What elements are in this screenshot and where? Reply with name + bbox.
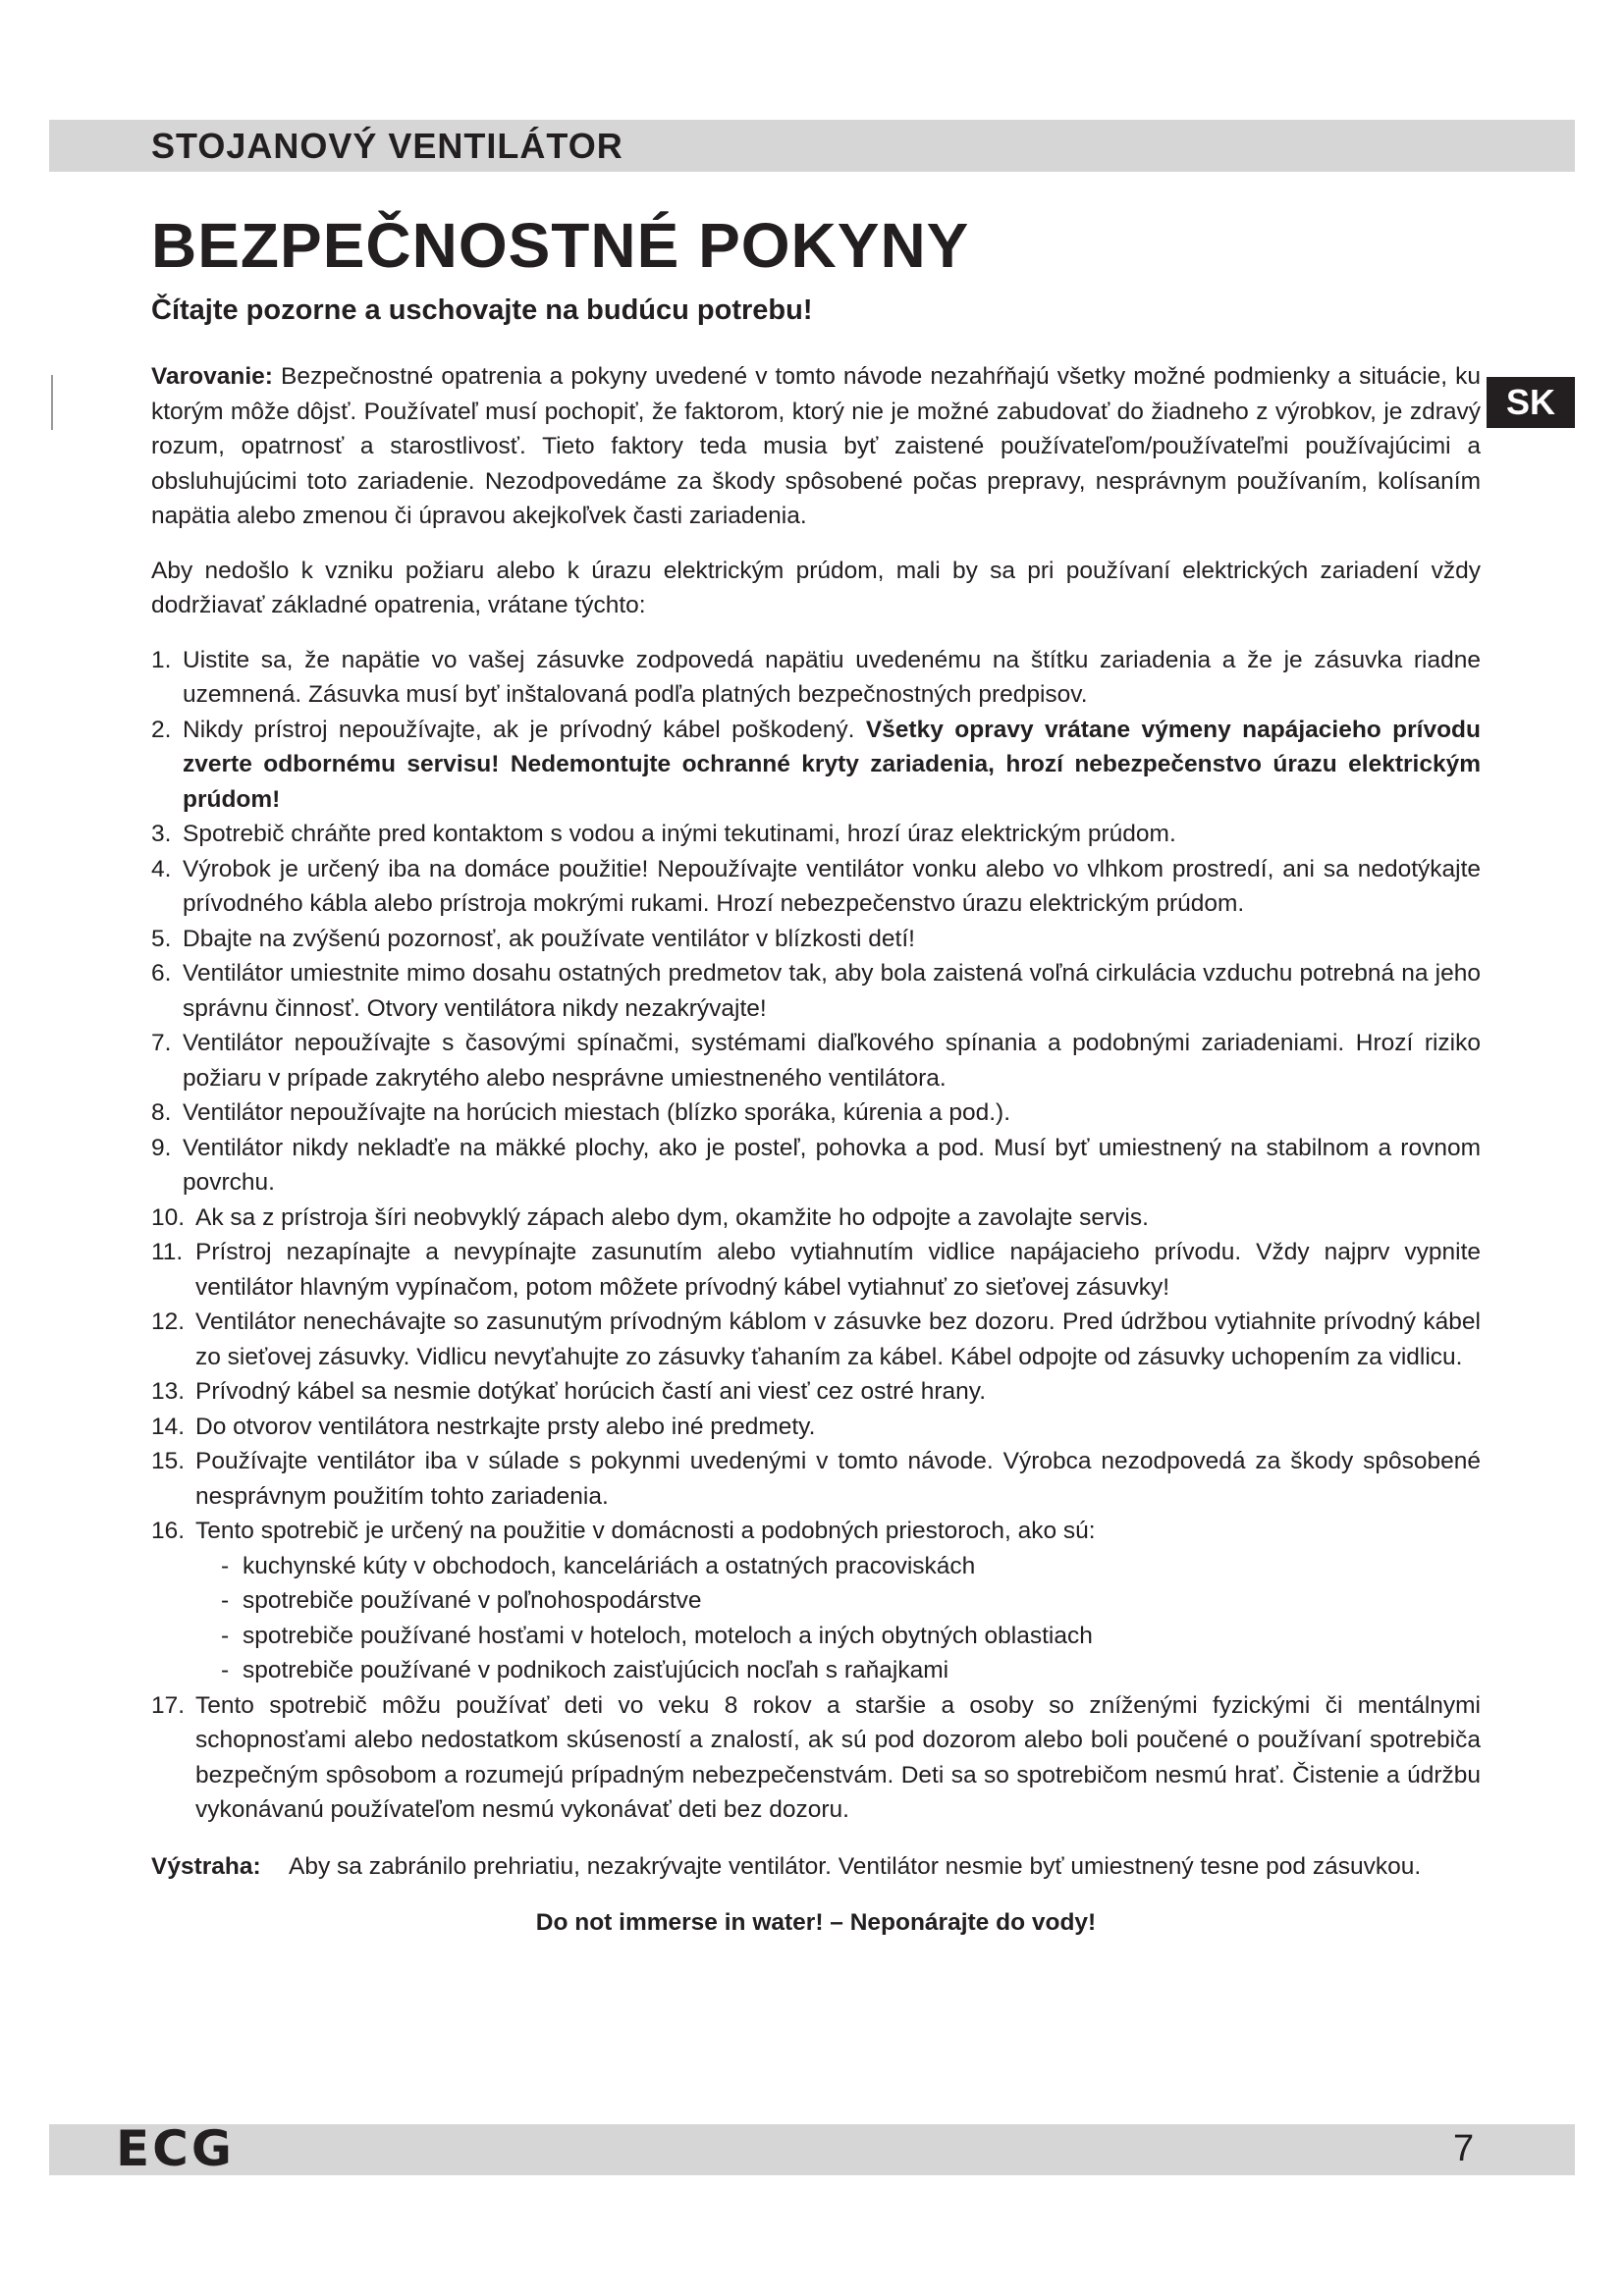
item-number: 13. [151,1378,186,1405]
item-text: Tento spotrebič môžu používať deti vo veku 8 rokov a staršie a osoby so zníženými fyzickými či mentálnymi schopnosťami alebo nedostatkom skúseností a znalostí, ak sú pod dozorom alebo boli poučené o používaní spotrebiča bezpečným spôsobom a rozumejú prípadným nebezpečenstvám. Deti sa so spotrebičom nesmú hrať. Čistenie a údržbu vykonávanú používateľom nesmú vykonávať deti bez dozoru. [195,1691,1481,1823]
item-text: Spotrebič chráňte pred kontaktom s vodou a inými tekutinami, hrozí úraz elektrickým prúdom. [183,821,1176,847]
item-text: Do otvorov ventilátora nestrkajte prsty alebo iné predmety. [195,1413,816,1440]
language-tag: SK [1487,377,1575,428]
page-number: 7 [1453,2128,1475,2169]
sub-list-item: - kuchynské kúty v obchodoch, kanceláriách a ostatných pracoviskách [221,1549,1481,1584]
warning-block [151,1849,1481,1885]
list-item [151,1410,1481,1445]
item-number: 3. [151,821,172,847]
list-item [151,713,1481,818]
item-text: Tento spotrebič je určený na použitie v domácnosti a podobných priestoroch, ako sú: [195,1518,1096,1544]
item-number: 10. [151,1203,186,1231]
item-text: Ventilátor nenechávajte so zasunutým prívodným káblom v zásuvke bez dozoru. Pred údržbou vytiahnite prívodný kábel zo sieťovej zásuvky. Vidlicu nevyťahujte zo zásuvky ťahaním za kábel. Kábel odpojte od zásuvky uchopením za vidlicu. [195,1308,1481,1370]
item-number: 6. [151,960,172,987]
item-text: Ventilátor nikdy nekladťe na mäkké plochy, ako je posteľ, pohovka a pod. Musí byť umiestnený na stabilnom a rovnom povrchu. [183,1134,1481,1196]
item-number: 14. [151,1413,186,1440]
intro-text: Bezpečnostné opatrenia a pokyny uvedené v tomto návode nezahŕňajú všetky možné podmienky a situácie, ku ktorým môže dôjsť. Používateľ musí pochopiť, že faktorom, ktorý nie je možné zabudovať do žiadneho z výrobkov, je zdravý rozum, opatrnosť a starostlivosť. Tieto faktory teda musia byť zaistené používateľom/používateľmi používajúcimi a obsluhujúcimi toto zariadenie. Nezodpovedáme za škody spôsobené počas prepravy, nesprávnym používaním, kolísaním napätia alebo zmenou či úpravou akejkoľvek časti zariadenia. [151,363,1481,529]
item-number: 5. [151,925,172,952]
item-number: 8. [151,1099,172,1126]
list-item [151,643,1481,713]
water-notice: Do not immerse in water! – Neponárajte do vody! [535,1909,1097,1936]
intro-paragraph [151,359,1481,534]
item-number: 17. [151,1691,186,1719]
item-text: Ventilátor nepoužívajte s časovými spínačmi, systémami diaľkového spínania a podobnými zariadeniami. Hrozí riziko požiaru v prípade zakrytého alebo nesprávne umiestneného ventilátora. [183,1030,1481,1092]
item-text: Ventilátor nepoužívajte na horúcich miestach (blízko sporáka, kúrenia a pod.). [183,1099,1011,1126]
item-text: Ventilátor umiestnite mimo dosahu ostatných predmetov tak, aby bola zaistená voľná cirkulácia vzduchu potrebná na jeho správnu činnosť. Otvory ventilátora nikdy nezakrývajte! [183,960,1481,1022]
warning-text: Aby sa zabránilo prehriatiu, nezakrývajte ventilátor. Ventilátor nesmie byť umiestnený tesne pod zásuvkou. [289,1852,1422,1880]
item-text: Prívodný kábel sa nesmie dotýkať horúcich častí ani viesť cez ostré hrany. [195,1378,987,1405]
list-item [151,852,1481,922]
list-item [151,1235,1481,1305]
list-item [151,1444,1481,1514]
list-item [151,817,1481,852]
list-item [151,1374,1481,1410]
page-title: BEZPEČNOSTNÉ POKYNY [151,210,970,281]
item-text: Prístroj nezapínajte a nevypínajte zasunutím alebo vytiahnutím vidlice napájacieho prívodu. Vždy najprv vypnite ventilátor hlavným vypínačom, potom môžete prívodný kábel vytiahnuť zo sieťovej zásuvky! [195,1239,1481,1301]
item-number: 4. [151,855,172,882]
list-item [151,1201,1481,1236]
list-item [151,1688,1481,1828]
item-text: Dbajte na zvýšenú pozornosť, ak používate ventilátor v blízkosti detí! [183,925,915,952]
list-item [151,1095,1481,1131]
list-item [151,1131,1481,1201]
list-item [151,1026,1481,1095]
list-item [151,956,1481,1026]
sub-list-item: - spotrebiče používané v poľnohospodárstve [221,1583,1481,1619]
lead-paragraph: Aby nedošlo k vzniku požiaru alebo k úrazu elektrickým prúdom, mali by sa pri používaní elektrických zariadení vždy dodržiavať základné opatrenia, vrátane týchto: [151,557,1481,618]
item-text: Nikdy prístroj nepoužívajte, ak je prívodný kábel poškodený. [183,716,866,743]
item-text: Používajte ventilátor iba v súlade s pokynmi uvedenými v tomto návode. Výrobca nezodpovedá za škody spôsobené nesprávnym použitím tohto zariadenia. [195,1448,1481,1510]
sub-list-item: - spotrebiče používané v podnikoch zaisťujúcich nocľah s raňajkami [221,1653,1481,1688]
item-number: 2. [151,716,172,743]
section-title: STOJANOVÝ VENTILÁTOR [151,126,623,166]
item-text: Výrobok je určený iba na domáce použitie! Nepoužívajte ventilátor vonku alebo vo vlhkom prostredí, ani sa nedotýkajte prívodného kábla alebo prístroja mokrými rukami. Hrozí nebezpečenstvo úrazu elektrickým prúdom. [183,855,1481,917]
list-item [151,1305,1481,1374]
item-number: 9. [151,1134,172,1161]
footer-band [49,2124,1575,2175]
safety-list [151,643,1481,1828]
margin-mark [51,375,53,430]
brand-logo: ECG [116,2120,235,2177]
item-number: 1. [151,646,172,673]
item-number: 16. [151,1518,186,1544]
usage-places-list [195,1549,1481,1688]
item-number: 15. [151,1448,186,1474]
item-number: 11. [151,1239,184,1265]
sub-list-item: - spotrebiče používané hosťami v hoteloch, moteloch a iných obytných oblastiach [221,1619,1481,1654]
instructions-body [151,359,1481,1941]
item-number: 7. [151,1030,172,1056]
list-item [151,922,1481,957]
item-text-bold: Všetky opravy vrátane výmeny napájacieho prívodu zverte odbornému servisu! Nedemontujte ochranné kryty zariadenia, hrozí nebezpečenstvo úrazu elektrickým prúdom! [183,716,1481,813]
item-text: Uistite sa, že napätie vo vašej zásuvke zodpovedá napätiu uvedenému na štítku zariadenia a že je zásuvka riadne uzemnená. Zásuvka musí byť inštalovaná podľa platných bezpečnostných predpisov. [183,646,1481,708]
header-band [49,120,1575,172]
list-item [151,1514,1481,1688]
item-text: Ak sa z prístroja šíri neobvyklý zápach alebo dym, okamžite ho odpojte a zavolajte servis. [195,1203,1149,1231]
item-number: 12. [151,1308,186,1335]
subtitle: Čítajte pozorne a uschovajte na budúcu potrebu! [151,294,813,326]
intro-label: Varovanie: [151,363,273,390]
warning-label: Výstraha: [151,1852,261,1880]
